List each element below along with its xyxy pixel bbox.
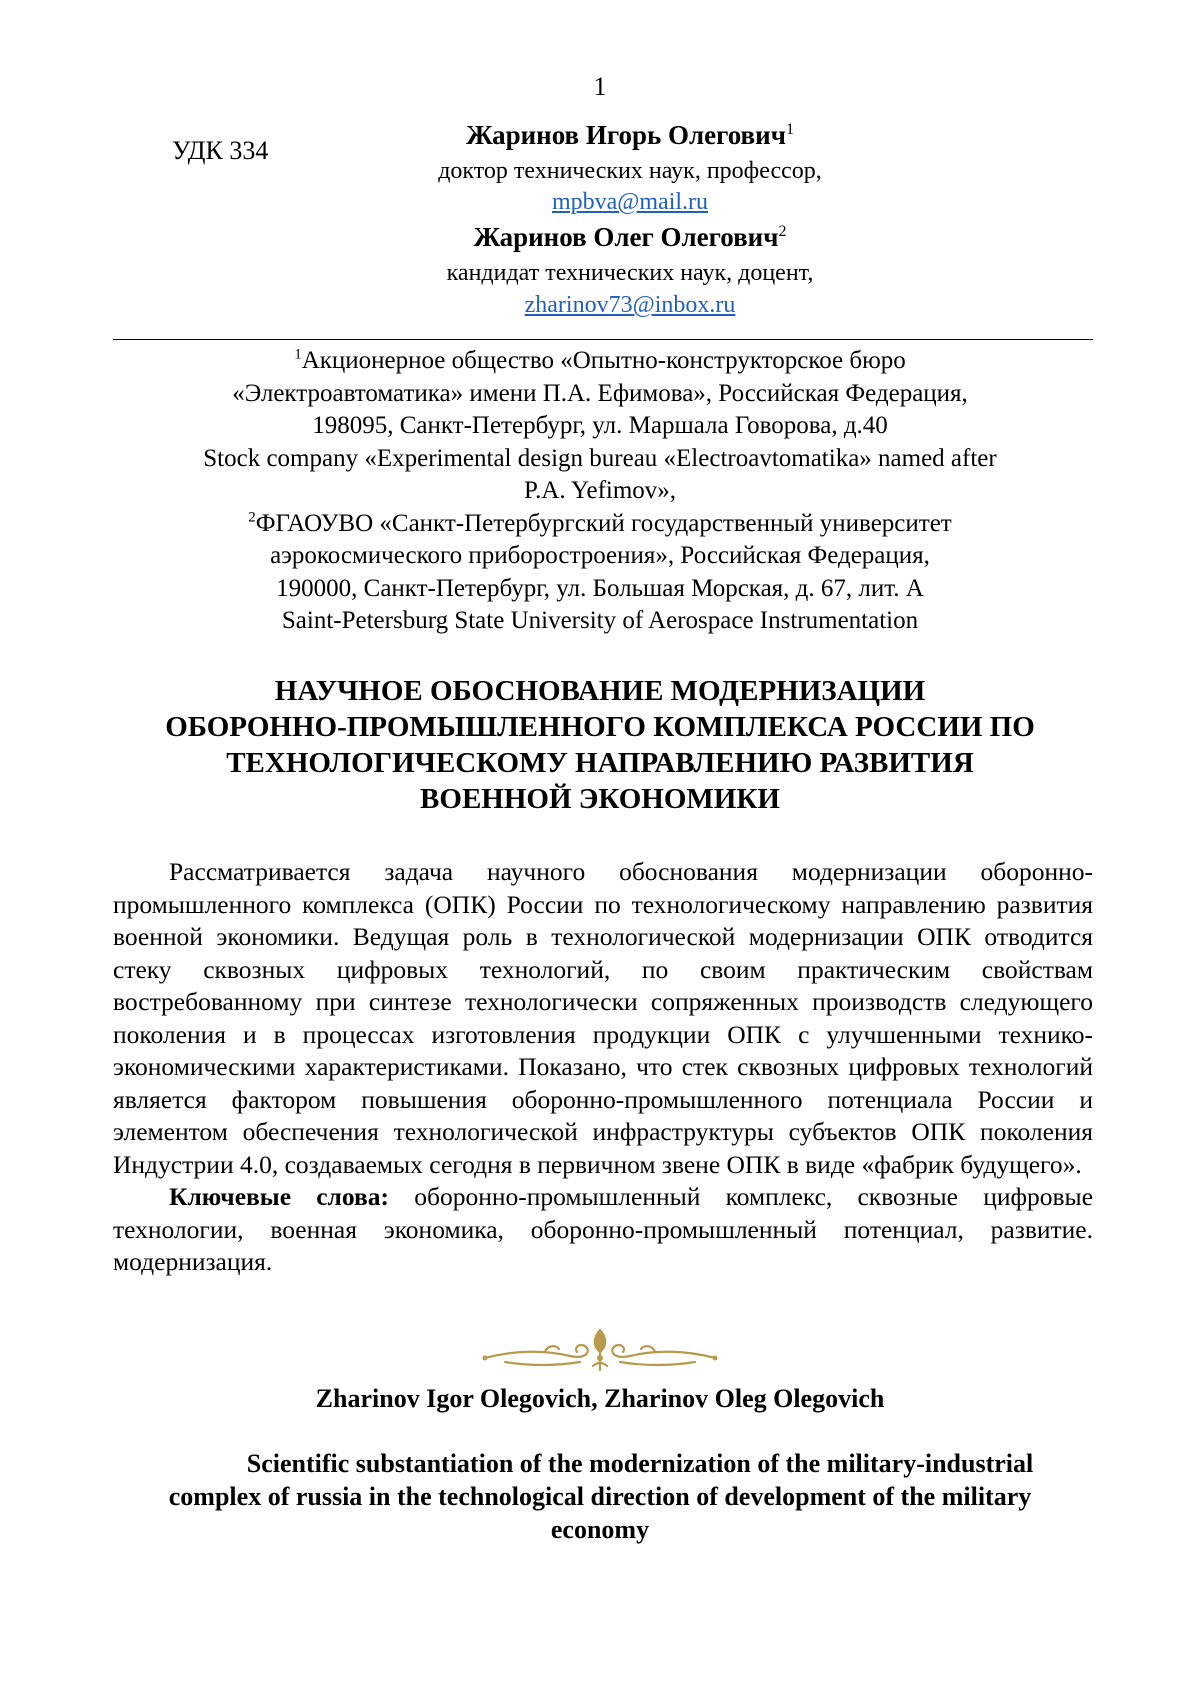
title-en-line: Scientific substantiation of the modernization of the military-industrial xyxy=(246,1449,1034,1478)
page-number: 1 xyxy=(593,72,607,101)
keywords-text: оборонно-промышленный комплекс, сквозные цифровые технологии, военная экономика, оборонно-промышленный потенциал, развитие. модернизация. xyxy=(113,1182,1094,1276)
affiliation-1-en-line: Stock company «Experimental design bureau «Electroavtomatika» named after xyxy=(203,444,997,472)
flourish-ornament-icon xyxy=(475,1322,725,1378)
keywords-paragraph xyxy=(113,1181,1093,1279)
title-line: НАУЧНОЕ ОБОСНОВАНИЕ МОДЕРНИЗАЦИИ xyxy=(274,675,926,707)
affiliation-1-en-line: P.A. Yefimov», xyxy=(523,477,677,504)
header-divider xyxy=(113,339,1093,340)
keywords-label: Ключевые слова: xyxy=(169,1182,389,1211)
author-block-1 xyxy=(365,120,895,151)
affiliation-2-line: $^2$ФГАОУВО «Санкт-Петербургский государственный университет xyxy=(248,509,952,537)
affiliation-2-en-line: Saint-Petersburg State University of Aerospace Instrumentation xyxy=(281,607,919,634)
affiliations xyxy=(100,345,1100,638)
author-name: Жаринов Олег Олегович$^2$ xyxy=(473,222,787,252)
authors-en: Zharinov Igor Olegovich, Zharinov Oleg Olegovich xyxy=(315,1384,885,1413)
author-email-2 xyxy=(365,292,895,319)
email-link[interactable]: mpbva@mail.ru xyxy=(551,189,709,215)
article-title-ru xyxy=(100,673,1100,817)
email-link[interactable]: zharinov73@inbox.ru xyxy=(524,292,736,318)
title-en-line: complex of russia in the technological direction of development of the military xyxy=(168,1482,1032,1511)
author-email-1 xyxy=(365,189,895,216)
title-line: ОБОРОННО-ПРОМЫШЛЕННОГО КОМПЛЕКСА РОССИИ ПО xyxy=(165,711,1035,743)
article-title-en xyxy=(110,1447,1090,1546)
affiliation-1-line: «Электроавтоматика» имени П.А. Ефимова», Российская Федерация, xyxy=(232,379,968,407)
title-en-line: economy xyxy=(550,1515,650,1544)
udk-code: УДК 334 xyxy=(172,136,269,165)
affiliation-1-line: 198095, Санкт-Петербург, ул. Маршала Говорова, д.40 xyxy=(312,412,888,439)
title-line: ВОЕННОЙ ЭКОНОМИКИ xyxy=(420,783,780,815)
affiliation-2-line: аэрокосмического приборостроения», Российская Федерация, xyxy=(270,542,930,569)
author-degree-1: доктор технических наук, профессор, xyxy=(438,158,822,184)
author-name: Жаринов Игорь Олегович$^1$ xyxy=(466,120,794,150)
affiliation-1-line: $^1$Акционерное общество «Опытно-конструкторское бюро xyxy=(294,346,906,374)
title-line: ТЕХНОЛОГИЧЕСКОМУ НАПРАВЛЕНИЮ РАЗВИТИЯ xyxy=(226,747,974,779)
author-degree-2: кандидат технических наук, доцент, xyxy=(446,260,814,286)
abstract-ru xyxy=(113,856,1093,1279)
abstract-paragraph: Рассматривается задача научного обоснования модернизации оборонно-промышленного комплекса (ОПК) России по технологическому направлению развития военной экономики. Ведущая роль в технологической модернизации ОПК отводится стеку сквозных цифровых технологий, по своим практическим свойствам востребованному при синтезе технологически сопряженных производств следующего поколения и в процессах изготовления продукции ОПК с улучшенными технико-экономическими характеристиками. Показано, что стек сквозных цифровых технологий является фактором повышения оборонно-промышленного потенциала России и элементом обеспечения технологической инфраструктуры субъектов ОПК поколения Индустрии 4.0, создаваемых сегодня в первичном звене ОПК в виде «фабрик будущего». xyxy=(113,857,1093,1179)
author-block-2 xyxy=(365,222,895,253)
affiliation-2-line: 190000, Санкт-Петербург, ул. Большая Морская, д. 67, лит. А xyxy=(276,574,924,602)
